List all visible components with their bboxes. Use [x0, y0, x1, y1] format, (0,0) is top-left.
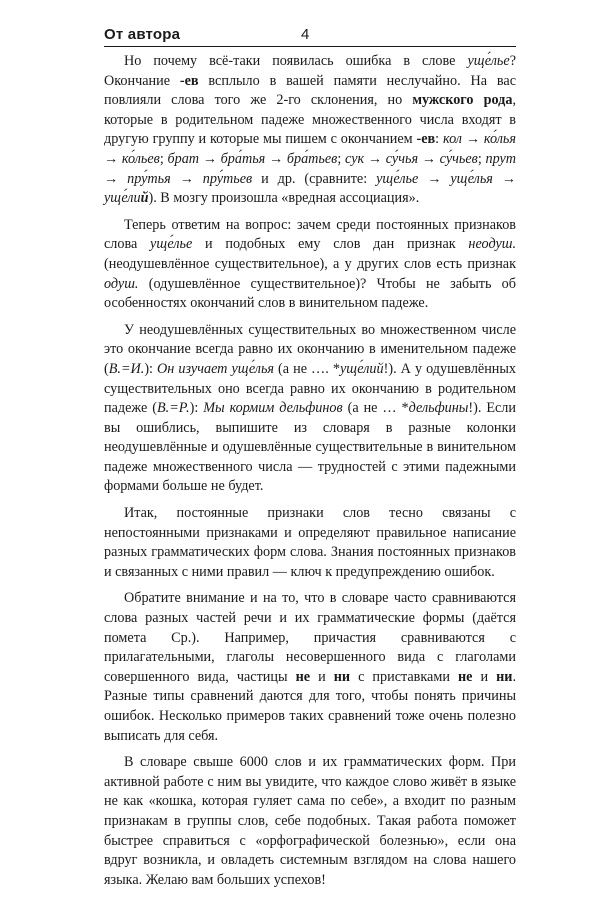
text-run: й: [140, 190, 149, 207]
text-run: (а не …. *: [274, 360, 340, 377]
text-run: (а не … *: [342, 400, 409, 417]
header-rule: [104, 46, 516, 47]
text-run: кол → ко́лья → ко́льев: [104, 131, 516, 167]
text-run: ? Окончание: [104, 53, 516, 89]
text-run: -ев: [179, 72, 199, 89]
text-run: сук → су́чья → су́чьев: [345, 150, 478, 167]
running-header: [104, 22, 516, 48]
text-run: и: [310, 668, 334, 685]
text-run: ;: [159, 150, 168, 167]
text-run: Но почему всё-таки появилась ошибка в слове: [124, 53, 468, 69]
text-run: уще́лье → уще́лья → уще́ли: [104, 170, 516, 207]
paragraph-5: [104, 589, 516, 746]
text-run: неодуш.: [468, 236, 517, 253]
text-run: (одушевлённое существительное)? Чтобы не забыть об особенностях окончаний слов в винительном падеже.: [104, 275, 516, 312]
text-run: и: [472, 668, 497, 685]
main-text: [104, 52, 516, 897]
text-run: ):: [144, 360, 158, 377]
text-run: одуш.: [104, 275, 139, 292]
text-run: ):: [189, 400, 204, 417]
text-run: !). А у одушевлённых существительных оно всегда равно их окончанию в родительном падеже (: [104, 360, 517, 417]
text-run: Он изучает уще́лья: [157, 360, 275, 377]
section-title: От автора: [104, 26, 181, 43]
text-run: В.=Р.: [157, 400, 190, 417]
text-run: Итак, постоянные признаки слов тесно связаны с непостоянными признаками и определяют правильное написание разных грамматических форм слова. Знания постоянных признаков и связанных с ними правил — ключ к предупреждению ошибок.: [104, 505, 516, 580]
text-run: и др. (сравните:: [252, 170, 377, 187]
text-run: . Разные типы сравнений даются для того, чтобы понять причины ошибок. Несколько примеров таких сравнений тоже очень полезно выписать для себя.: [104, 668, 516, 744]
text-run: У неодушевлённых существительных во множественном числе это окончание всегда равно их окончанию в именительном падеже (: [104, 321, 516, 377]
text-run: Теперь ответим на вопрос: зачем среди постоянных признаков слова: [104, 216, 516, 253]
text-run: :: [435, 131, 443, 148]
text-run: , которые в родительном падеже множественного числа входят в другую группу и которые мы пишем с окончанием: [104, 92, 516, 148]
paragraph-1: [104, 52, 516, 209]
page-number: 4: [301, 26, 310, 43]
text-run: ;: [477, 150, 486, 167]
paragraph-6: [104, 753, 516, 890]
text-run: В словаре свыше 6000 слов и их грамматических форм. При активной работе с ним вы увидите, что каждое слово живёт в языке не как «кошка, которая гуляет сама по себе», а входит по разным признакам в группы слов, себе подобных. Такая работа поможет быстрее справиться с «орфографической болезнью», если она вдруг возникла, и овладеть системным взглядом на слова нашего языка. Желаю вам больших успехов!: [104, 754, 516, 888]
text-run: ). В мозгу произошла «вредная ассоциация».: [148, 190, 420, 207]
text-run: не: [457, 668, 473, 685]
paragraph-3: [104, 321, 516, 497]
text-run: с приставками: [350, 668, 458, 685]
text-run: дельфины: [408, 400, 469, 417]
paragraph-4: [104, 504, 516, 582]
text-run: брат → бра́тья → бра́тьев: [167, 150, 338, 167]
text-run: Мы кормим дельфинов: [203, 400, 343, 417]
text-run: ни: [333, 668, 351, 685]
text-run: Обратите внимание и на то, что в словаре часто сравниваются слова разных частей речи и их грамматические формы (даётся помета Ср.). Например, причастия сравниваются с прилагательными, глаголы несовершенного вида с глаголами совершенного вида, частицы: [104, 590, 516, 685]
text-run: мужского рода: [412, 92, 513, 109]
text-run: (неодушевлённое существительное), а у других слов есть признак: [104, 255, 516, 272]
text-run: В.=И.: [108, 360, 145, 377]
paragraph-2: [104, 216, 516, 314]
text-run: ни: [496, 668, 513, 685]
text-run: ;: [337, 150, 345, 167]
text-run: !). Если вы ошиблись, выпишите из словаря в разные колонки неодушевлённые и одушевлённые существительные в винительном падеже множественного числа — трудностей с этими падежными формами больше не будет.: [104, 400, 516, 495]
text-run: уще́лье: [150, 236, 193, 253]
text-run: и подобных ему слов дан признак: [192, 236, 469, 253]
text-run: не: [295, 668, 311, 685]
text-run: всплыло в вашей памяти неслучайно. На вас повлияли слова того же 2-го склонения, но: [104, 72, 516, 109]
text-run: -ев: [416, 131, 436, 148]
text-run: уще́лий: [339, 360, 384, 377]
text-run: прут → пру́тья → пру́тьев: [104, 150, 517, 187]
text-run: уще́лье: [467, 53, 510, 69]
